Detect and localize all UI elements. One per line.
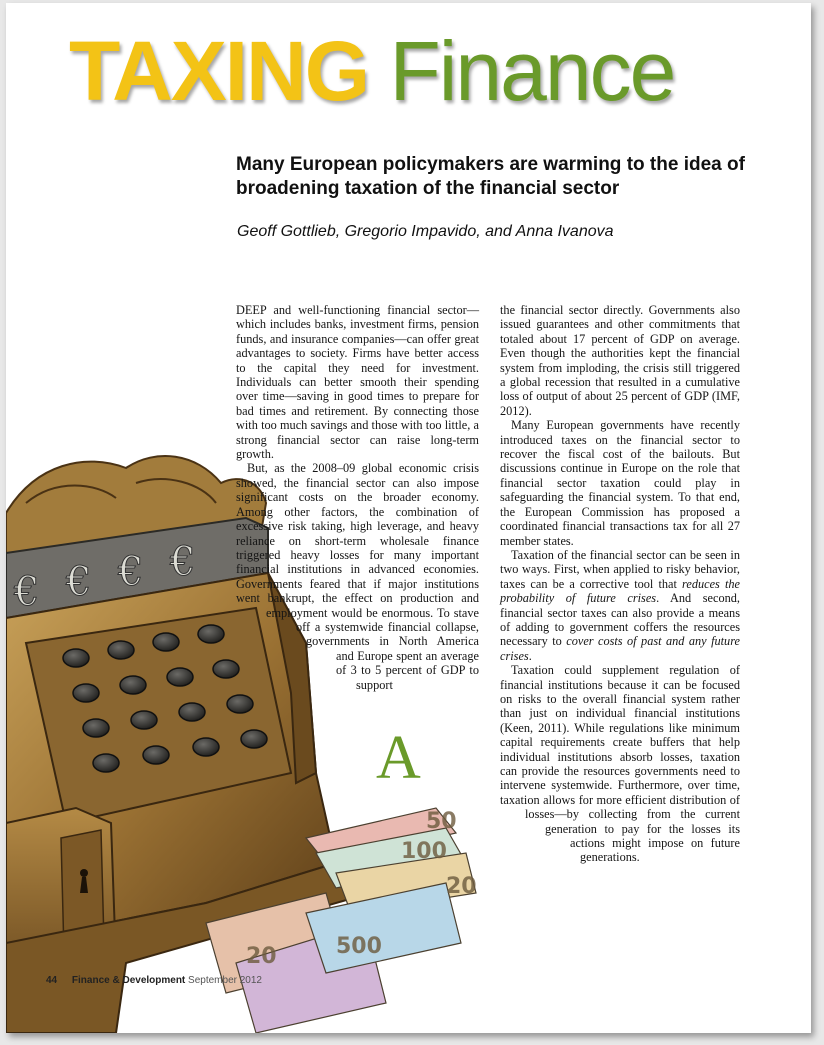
- article-subtitle: Many European policymakers are warming to the idea of broadening taxation of the financial sector: [236, 154, 745, 199]
- title-word-finance: Finance: [389, 24, 675, 118]
- paragraph-4: Many European governments have recently introduced taxes on the financial sector to recover the fiscal cost of the bailouts. But discussions continue in Europe on the role that financial sector taxation could play in safeguarding the financial system. To that end, the European Commission has proposed a coordinated financial transactions tax for all 27 member states.: [500, 418, 740, 548]
- title-word-taxing: TAXING: [69, 24, 369, 118]
- paragraph-5-emphasis-1: reduces the probability of future crises: [500, 576, 740, 606]
- banknote-20-left: 20: [246, 944, 277, 969]
- paragraph-5-part-1: Taxation of the financial sector can be seen in two ways. First, when applied to risky behavior, taxes can be a corrective tool that: [500, 547, 740, 591]
- article-title: [69, 24, 675, 118]
- paragraph-6: Taxation could supplement regulation of financial institutions because it can be focused on risks to the overall financial system rather than just on individual financial institutions (Keen, 2011). While regulations like minimum capital requirements create buffers that help individual institutions absorb losses, taxation can provide the resources governments need to intervene systemwide. Furthermore, over time, taxation allows for more efficient distribution of losses—by collecting from the current generation to pay for the losses its actions might impose on future generations.: [500, 663, 740, 865]
- article-column-1: [236, 303, 479, 792]
- banknote-20-right: 20: [446, 874, 477, 899]
- banknote-50: 50: [426, 809, 457, 834]
- banknote-500: 500: [336, 934, 382, 959]
- page-footer: [46, 975, 262, 986]
- paragraph-5: [500, 548, 740, 663]
- euro-symbol-4: €: [170, 539, 196, 585]
- paragraph-2: But, as the 2008–09 global economic crisis showed, the financial sector can also impose significant costs on the broader economy. Among other factors, the combination of excessive risk taking, high leverage, and heavy reliance on short-term wholesale finance triggered heavy losses for many important financial institutions in advanced economies. Governments feared that if major institutions went bankrupt, the effect on production and employment would be enormous. To stave off a systemwide financial collapse, governments in North America and Europe spent an average of 3 to 5 percent of GDP to support: [236, 461, 479, 692]
- magazine-name: Finance & Development: [71, 975, 186, 986]
- paragraph-5-emphasis-2: cover costs of past and any future crises: [500, 634, 740, 663]
- paragraph-1-text: DEEP and well-functioning financial sector—which includes banks, investment firms, pension funds, and insurance companies—can offer great advantages to society. Firms have better access to the capital they need for investment. Individuals can better smooth their spending over time—saving in good times to prepare for bad times and retirement. By connecting those with too much savings and those with too little, a strong financial sector can raise long-term growth.: [236, 303, 479, 462]
- euro-symbol-2: €: [66, 559, 92, 605]
- article-authors: Geoff Gottlieb, Gregorio Impavido, and Anna Ivanova: [237, 223, 614, 240]
- euro-symbol-3: €: [118, 549, 144, 595]
- euro-symbol-1: €: [14, 569, 40, 615]
- banknote-100: 100: [401, 839, 447, 864]
- magazine-page: [6, 3, 811, 1033]
- paragraph-3: the financial sector directly. Governments also issued guarantees and other commitments that totaled about 17 percent of GDP on average. Even though the authorities kept the financial system from imploding, the crisis still triggered a global recession that resulted in a cumulative loss of output of about 25 percent of GDP (IMF, 2012).: [500, 303, 740, 418]
- paragraph-5-part-2: . And second, financial sector taxes can also provide a means of adding to government coffers the resources necessary to: [500, 591, 740, 649]
- paragraph-5-part-3: .: [528, 648, 532, 663]
- page-number: 44: [46, 975, 58, 986]
- drop-cap: A: [376, 724, 421, 792]
- issue-date: September 2012: [188, 975, 262, 986]
- article-column-2: [500, 303, 740, 923]
